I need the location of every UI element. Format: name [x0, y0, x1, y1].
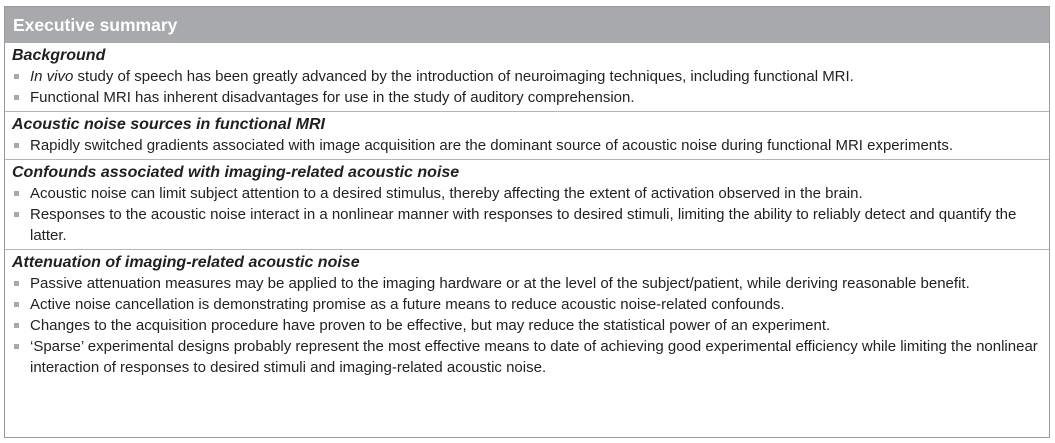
summary-section — [5, 111, 1049, 159]
bullet-list — [11, 273, 1043, 378]
bullet-text: Responses to the acoustic noise interact in a nonlinear manner with responses to desired stimuli, limiting the ability to reliably detect and quantify the latter. — [30, 206, 1017, 244]
bullet-text: Functional MRI has inherent disadvantages for use in the study of auditory comprehension. — [30, 89, 635, 106]
bullet-text: Changes to the acquisition procedure have proven to be effective, but may reduce the statistical power of an experiment. — [30, 317, 831, 334]
summary-section — [5, 43, 1049, 111]
bullet-item — [11, 315, 1043, 336]
bullet-text: Passive attenuation measures may be applied to the imaging hardware or at the level of the subject/patient, while deriving reasonable benefit. — [30, 275, 970, 292]
bullet-item — [11, 336, 1043, 378]
section-heading: Attenuation of imaging-related acoustic noise — [12, 254, 360, 271]
bullet-text: study of speech has been greatly advanced by the introduction of neuroimaging techniques, including functional MRI. — [73, 68, 854, 85]
bullet-item — [11, 66, 1043, 87]
bullet-item — [11, 87, 1043, 108]
bullet-text: Acoustic noise can limit subject attention to a desired stimulus, thereby affecting the extent of activation observed in the brain. — [30, 185, 863, 202]
italic-term: In vivo — [30, 68, 74, 85]
section-heading: Acoustic noise sources in functional MRI — [12, 116, 325, 133]
bullet-item — [11, 135, 1043, 156]
sections-container — [5, 43, 1049, 381]
bullet-list — [11, 183, 1043, 246]
bullet-list — [11, 66, 1043, 108]
bullet-text: Active noise cancellation is demonstrating promise as a future means to reduce acoustic noise-related confounds. — [30, 296, 785, 313]
box-title: Executive summary — [5, 7, 1049, 43]
bullet-item — [11, 183, 1043, 204]
section-heading: Confounds associated with imaging-related acoustic noise — [12, 164, 460, 181]
bullet-text: Rapidly switched gradients associated with image acquisition are the dominant source of acoustic noise during functional MRI experiments. — [30, 137, 953, 154]
section-heading: Background — [12, 47, 106, 64]
bullet-item — [11, 204, 1043, 246]
bullet-item — [11, 273, 1043, 294]
bullet-text: ‘Sparse’ experimental designs probably represent the most effective means to date of achieving good experimental efficiency while limiting the nonlinear interaction of responses to desired stimuli and imaging-related acoustic noise. — [30, 338, 1038, 376]
summary-section — [5, 159, 1049, 249]
bullet-list — [11, 135, 1043, 156]
summary-section — [5, 249, 1049, 381]
executive-summary-box — [4, 6, 1050, 438]
bullet-item — [11, 294, 1043, 315]
